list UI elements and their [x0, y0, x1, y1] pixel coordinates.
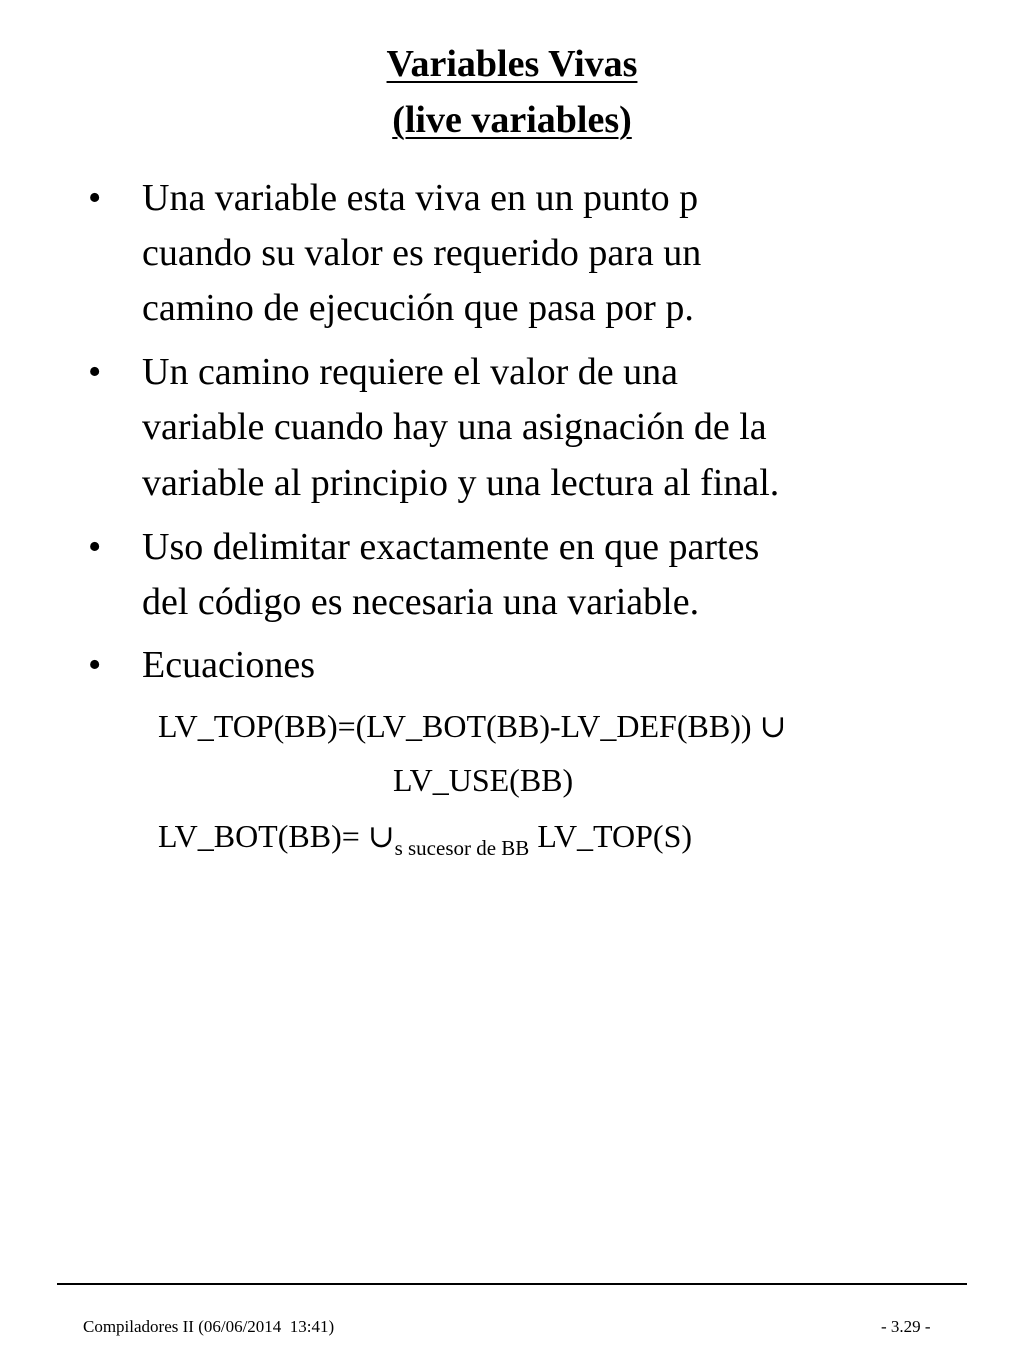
footer-page-number: - 3.29 - — [881, 1317, 931, 1336]
equation-lv-top-line-2: LV_USE(BB) — [393, 762, 574, 798]
bullet-text-line: cuando su valor es requerido para un — [142, 232, 702, 274]
equation-lv-bot — [158, 812, 692, 872]
slide-title-line-2: (live variables) — [392, 99, 632, 141]
equation-lv-bot-subscript: s sucesor de BB — [394, 836, 530, 860]
footer-divider — [57, 1283, 967, 1285]
equation-lv-top-line-1: LV_TOP(BB)=(LV_BOT(BB)-LV_DEF(BB)) ∪ — [158, 708, 787, 744]
bullet-text-line: Ecuaciones — [142, 644, 316, 686]
bullet-text-line: camino de ejecución que pasa por p. — [142, 287, 694, 329]
slide-title-line-1: Variables Vivas — [386, 43, 638, 85]
bullet-text-line: Una variable esta viva en un punto p — [142, 177, 699, 219]
bullet-marker: • — [88, 526, 102, 568]
bullet-marker: • — [88, 351, 102, 393]
footer-course-info: Compiladores II (06/06/2014 13:41) — [83, 1317, 335, 1336]
bullet-text-line: Un camino requiere el valor de una — [142, 351, 678, 393]
bullet-marker: • — [88, 644, 102, 686]
equation-lv-bot-prefix: LV_BOT(BB)= ∪ — [158, 818, 395, 854]
equation-lv-bot-suffix: LV_TOP(S) — [529, 818, 693, 854]
bullet-text-line: del código es necesaria una variable. — [142, 581, 700, 623]
bullet-text-line: variable al principio y una lectura al final. — [142, 462, 780, 504]
bullet-text-line: variable cuando hay una asignación de la — [142, 406, 767, 448]
bullet-marker: • — [88, 177, 102, 219]
bullet-text-line: Uso delimitar exactamente en que partes — [142, 526, 760, 568]
